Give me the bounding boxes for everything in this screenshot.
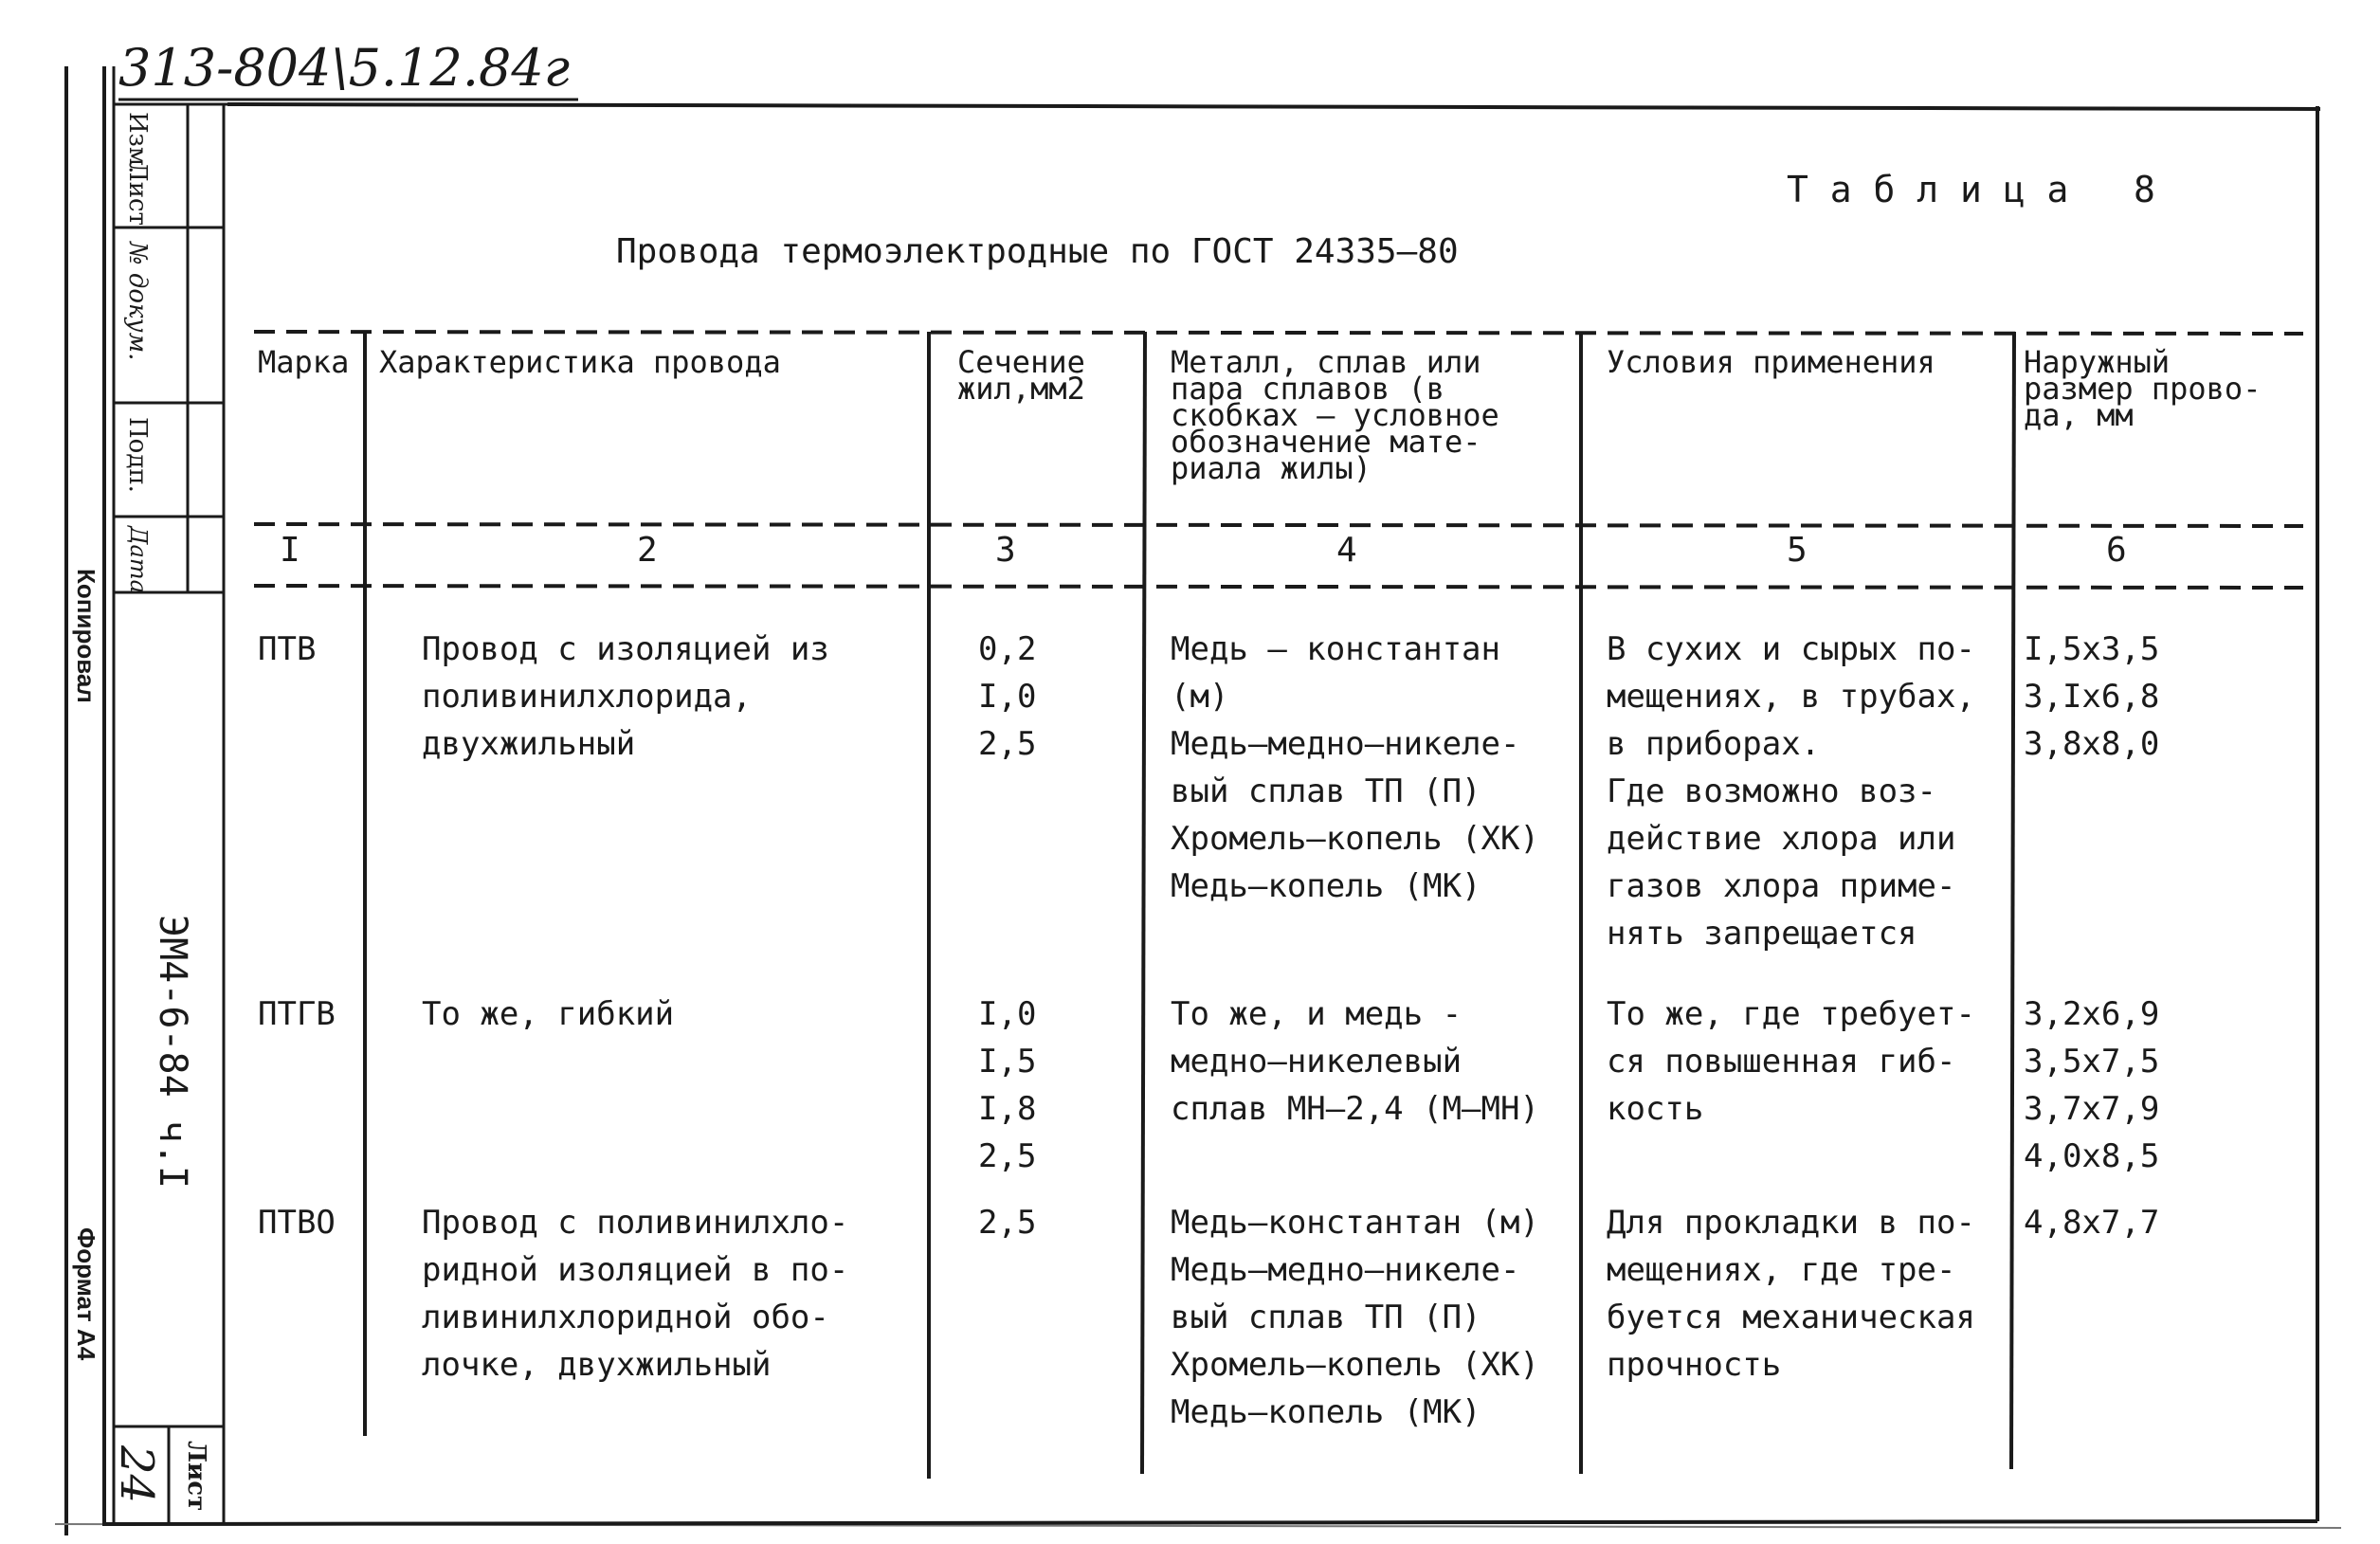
table-row-1-size: I,5x3,5 3,Ix6,8 3,8x8,0 [2024, 630, 2160, 763]
table-row-3-metal: Медь–константан (м) Медь–медно–никеле- вый сплав ТП (П) Хромель–копель (ХК) Медь–копель (МК) [1171, 1204, 1539, 1431]
table-row-2-section: I,0 I,5 I,8 2,5 [978, 995, 1037, 1175]
col-header-marka: Марка [258, 344, 350, 380]
col-header-section: Сечение жил,мм2 [957, 344, 1085, 407]
page-title: Провода термоэлектродные по ГОСТ 24335–80 [616, 232, 1459, 271]
table-row-1-section: 0,2 I,0 2,5 [978, 630, 1037, 763]
table-row-3-section: 2,5 [978, 1204, 1037, 1242]
col-header-metal: Металл, сплав или пара сплавов (в скобках – условное обозначение мате- риала жилы) [1171, 344, 1499, 486]
table-row-1-characteristic: Провод с изоляцией из поливинилхлорида, двухжильный [422, 630, 829, 763]
table-label: Т а б л и ц а 8 [1787, 169, 2155, 210]
col-header-size: Наружный размер прово- да, мм [2024, 344, 2262, 433]
table-row-3-size: 4,8x7,7 [2024, 1204, 2160, 1242]
sheet-number: 24 [110, 1445, 163, 1504]
col-header-conditions: Условия применения [1607, 344, 1935, 380]
sheet-label: Лист [182, 1441, 210, 1512]
document-code: ЭМ4-6-84 ч.I [151, 915, 194, 1189]
col-number-5: 5 [1787, 531, 1808, 570]
table-row-3-marka: ПТВО [258, 1204, 336, 1242]
col-number-2: 2 [637, 531, 658, 570]
col-number-4: 4 [1336, 531, 1357, 570]
kopiroval-label: Копировал [72, 569, 100, 703]
format-label: Формат А4 [72, 1227, 100, 1361]
table-row-1-marka: ПТВ [258, 630, 317, 668]
table-row-2-marka: ПТГВ [258, 995, 336, 1033]
stamp-label-izm: Изм. [123, 112, 152, 174]
stamp-label-doc-number: № докум. [123, 242, 152, 361]
table-row-2-conditions: То же, где требует- ся повышенная гиб- кость [1607, 995, 1975, 1128]
table-row-2-metal: То же, и медь - медно–никелевый сплав МН–2,4 (М–МН) [1171, 995, 1539, 1128]
col-number-3: 3 [995, 531, 1016, 570]
table-row-2-characteristic: То же, гибкий [422, 995, 675, 1033]
col-header-characteristic: Характеристика провода [379, 344, 781, 380]
col-number-6: 6 [2106, 531, 2127, 570]
table-row-1-conditions: В сухих и сырых по- мещениях, в трубах, в приборах. Где возможно воз- действие хлора или газов хлора приме- нять запрещается [1607, 630, 1975, 953]
table-row-2-size: 3,2x6,9 3,5x7,5 3,7x7,9 4,0x8,5 [2024, 995, 2160, 1175]
stamp-label-list: Лист [123, 161, 152, 226]
col-number-1: I [280, 531, 300, 570]
table-row-1-metal: Медь – константан (м) Медь–медно–никеле- вый сплав ТП (П) Хромель–копель (ХК) Медь–копель (МК) [1171, 630, 1539, 905]
table-row-3-conditions: Для прокладки в по- мещениях, где тре- буется механическая прочность [1607, 1204, 1975, 1384]
handwritten-date-note: 313-804\5.12.84г [118, 38, 570, 98]
stamp-label-date: Дата [125, 526, 152, 593]
table-row-3-characteristic: Провод с поливинилхло- ридной изоляцией в по- ливинилхлоридной обо- лочке, двухжильный [422, 1204, 849, 1384]
stamp-label-signature: Подп. [123, 417, 152, 493]
